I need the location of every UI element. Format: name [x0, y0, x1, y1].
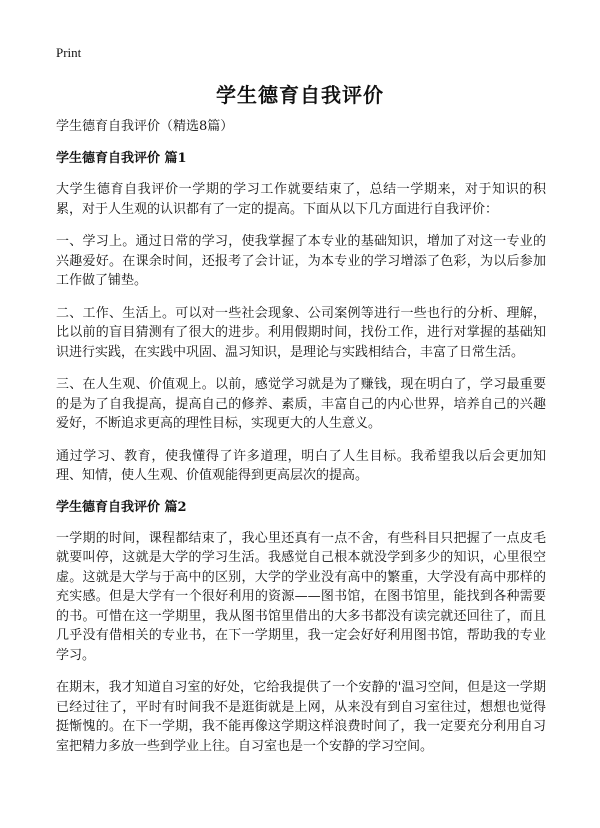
print-label: Print [56, 45, 82, 60]
section-2 [56, 499, 546, 757]
paragraph: 通过学习、教育，使我懂得了许多道理，明白了人生目标。我希望我以后会更加知理、知情，使人生观、价值观能得到更高层次的提高。 [56, 448, 546, 483]
paragraph: 大学生德育自我评价一学期的学习工作就要结束了，总结一学期来，对于知识的积累，对于人生观的认识都有了一定的提高。下面从以下几方面进行自我评价： [56, 182, 546, 217]
paragraph: 在期末，我才知道自习室的好处，它给我提供了一个安静的'温习空间，但是这一学期已经过往了，平时有时间我不是逛街就是上网，从来没有到自习室往过，想想也觉得挺惭愧的。在下一学期，我不能再像这学期这样浪费时间了，我一定要充分利用自习室把精力多放一些到学业上往。自习室也是一个安静的学习空间。 [56, 680, 546, 754]
section-heading: 学生德育自我评价 篇2 [56, 499, 187, 515]
section-1 [56, 150, 546, 486]
page-title: 学生德育自我评价 [216, 83, 384, 107]
document-subtitle: 学生德育自我评价（精选8篇） [56, 119, 234, 134]
document-content [56, 118, 546, 769]
paragraph: 一、学习上。通过日常的学习，使我掌握了本专业的基础知识，增加了对这一专业的兴趣爱好。在课余时间，还报考了会计证，为本专业的学习增添了色彩，为以后参加工作做了铺垫。 [56, 234, 546, 288]
paragraph: 三、在人生观、价值观上。以前，感觉学习就是为了赚钱，现在明白了，学习最重要的是为了自我提高，提高自己的修养、素质，丰富自己的内心世界，培养自己的兴趣爱好，不断追求更高的理性目标，实现更大的人生意义。 [56, 377, 546, 431]
paragraph: 一学期的时间，课程都结束了，我心里还真有一点不舍，有些科目只把握了一点皮毛就要叫停，这就是大学的学习生活。我感觉自己根本就没学到多少的知识，心里很空虚。这就是大学与于高中的区别，大学的学业没有高中的繁重，大学没有高中那样的充实感。但是大学有一个很好利用的资源——图书馆，在图书馆里，能找到各种需要的书。可惜在这一学期里，我从图书馆里借出的大多书都没有读完就还回往了，而且几乎没有借相关的专业书，在下一学期里，我一定会好好利用图书馆，帮助我的专业学习。 [56, 530, 546, 663]
section-heading: 学生德育自我评价 篇1 [56, 151, 187, 166]
paragraph: 二、工作、生活上。可以对一些社会现象、公司案例等进行一些也行的分析、理解，比以前的盲目猜测有了很大的进步。利用假期时间，找份工作，进行对掌握的基础知识进行实践，在实践中巩固、温习知识，是理论与实践相结合，丰富了日常生活。 [56, 305, 546, 360]
